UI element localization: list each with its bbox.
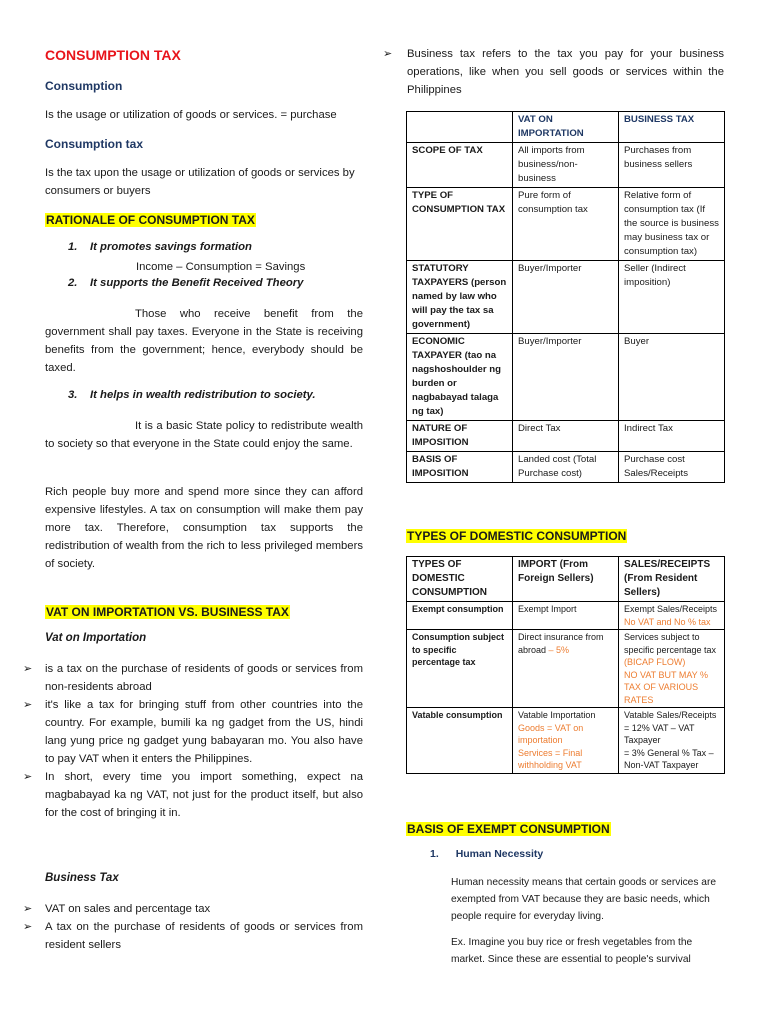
- table-header-row: [407, 557, 725, 602]
- domestic-consumption-table: [406, 556, 725, 774]
- vat-bullet-list: [23, 660, 363, 822]
- list-item: ➢ A tax on the purchase of residents of goods or services from resident sellers: [0, 918, 363, 954]
- human-necessity-text: Human necessity means that certain goods or services are exempted from VAT because they are basic needs, which people require for everyday living.: [451, 877, 716, 922]
- arrow-bullet-icon: ➢: [23, 903, 33, 915]
- table-header-cell: IMPORT (From Foreign Sellers): [513, 557, 619, 602]
- table-row: STATUTORY TAXPAYERS (person named by law who will pay the tax sa government) Buyer/Importer Seller (Indirect imposition): [407, 261, 725, 334]
- table-row: TYPE OF CONSUMPTION TAX Pure form of consumption tax Relative form of consumption tax (If the source is business may business tax or consumption tax): [407, 188, 725, 261]
- business-tax-bullet: ➢ Business tax refers to the tax you pay for your business operations, like when you sell goods or services within the Philippines: [361, 45, 724, 99]
- consumption-heading: Consumption: [45, 79, 123, 93]
- rationale-heading: RATIONALE OF CONSUMPTION TAX: [46, 213, 255, 227]
- business-bullet-list: [23, 900, 363, 954]
- table-header-cell: SALES/RECEIPTS (From Resident Sellers): [619, 557, 725, 602]
- vat-vs-business-table: [406, 111, 725, 483]
- vat-on-importation-heading: Vat on Importation: [45, 632, 147, 644]
- list-item: ➢ is a tax on the purchase of residents of goods or services from non-residents abroad: [0, 660, 363, 696]
- table-header-cell: BUSINESS TAX: [619, 112, 725, 143]
- benefit-theory-text: Those who receive benefit from the government shall pay taxes. Everyone in the State is receiving benefits from the government; hence, everybody should be taxed.: [45, 308, 363, 374]
- list-item: ➢ In short, every time you import something, expect na magbabayad ka ng VAT, not just for the product itself, but also for the cost of bringing it in.: [0, 768, 363, 822]
- savings-formula: Income – Consumption = Savings: [136, 261, 306, 273]
- right-column: [383, 0, 724, 965]
- table-row: Exempt consumption Exempt Import Exempt Sales/Receipts No VAT and No % tax: [407, 602, 725, 630]
- table-row: Vatable consumption Vatable Importation Goods = VAT on importation Services = Final withholding VAT Vatable Sales/Receipts = 12% VAT – VAT Taxpayer = 3% General % Tax – Non-VAT Taxpayer: [407, 708, 725, 774]
- table-row: ECONOMIC TAXPAYER (tao na nagshoshoulder ng burden or nagbabayad talaga ng tax) Buyer/Importer Buyer: [407, 334, 725, 421]
- arrow-bullet-icon: ➢: [23, 699, 33, 711]
- table-row: SCOPE OF TAX All imports from business/non-business Purchases from business sellers: [407, 143, 725, 188]
- wealth-redistribution-text: It is a basic State policy to redistribute wealth to society so that everyone in the State could enjoy the same.: [45, 420, 363, 450]
- table-header-cell: TYPES OF DOMESTIC CONSUMPTION: [407, 557, 513, 602]
- table-row: BASIS OF IMPOSITION Landed cost (Total Purchase cost) Purchase cost Sales/Receipts: [407, 452, 725, 483]
- basis-exempt-heading: BASIS OF EXEMPT CONSUMPTION: [407, 822, 610, 836]
- rich-people-text: Rich people buy more and spend more since they can afford expensive lifestyles. A tax on consumption will make them pay more tax. Therefore, consumption tax supports the redistribution of wealth from the rich to less privileged members of society.: [45, 486, 363, 570]
- human-necessity-example: Ex. Imagine you buy rice or fresh vegetables from the market. Since these are essential to people's survival: [451, 937, 693, 965]
- consumption-definition: Is the usage or utilization of goods or services. = purchase: [45, 109, 337, 121]
- list-item: ➢ VAT on sales and percentage tax: [0, 900, 363, 918]
- page-title: CONSUMPTION TAX: [45, 47, 181, 63]
- arrow-bullet-icon: ➢: [23, 921, 33, 933]
- table-header-cell: [407, 112, 513, 143]
- table-row: NATURE OF IMPOSITION Direct Tax Indirect Tax: [407, 421, 725, 452]
- rationale-item-2: 2. It supports the Benefit Received Theory: [68, 277, 304, 289]
- business-tax-heading: Business Tax: [45, 872, 119, 884]
- consumption-tax-heading: Consumption tax: [45, 137, 143, 151]
- table-header-cell: VAT ON IMPORTATION: [513, 112, 619, 143]
- types-heading: TYPES OF DOMESTIC CONSUMPTION: [407, 529, 627, 543]
- rationale-item-1: 1. It promotes savings formation: [68, 241, 252, 253]
- list-item: ➢ it's like a tax for bringing stuff from other countries into the country. For example, bumili ka ng gadget from the US, hindi lang yung price ng gadget yung babayaran mo. You also have to pay VAT when it enters the Philippines.: [0, 696, 363, 768]
- arrow-bullet-icon: ➢: [383, 48, 393, 60]
- rationale-item-3: 3. It helps in wealth redistribution to society.: [68, 389, 316, 401]
- human-necessity-heading: 1. Human Necessity: [430, 848, 544, 860]
- consumption-tax-definition: Is the tax upon the usage or utilization of goods or services by consumers or buyers: [45, 167, 355, 197]
- vat-vs-business-heading: VAT ON IMPORTATION VS. BUSINESS TAX: [46, 605, 289, 619]
- table-row: Consumption subject to specific percentage tax Direct insurance from abroad – 5% Services subject to specific percentage tax (BICAP FLOW) NO VAT BUT MAY % TAX OF VARIOUS RATES: [407, 630, 725, 708]
- table-header-row: [407, 112, 725, 143]
- arrow-bullet-icon: ➢: [23, 771, 33, 783]
- arrow-bullet-icon: ➢: [23, 663, 33, 675]
